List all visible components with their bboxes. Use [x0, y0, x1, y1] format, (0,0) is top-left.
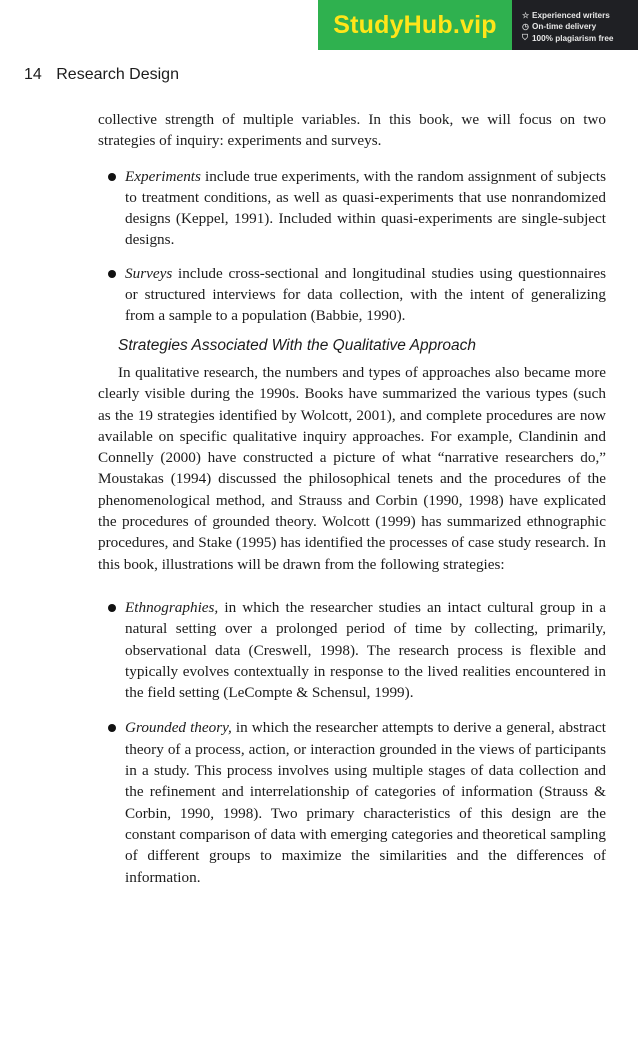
- running-title: Research Design: [56, 66, 179, 83]
- section-heading: Strategies Associated With the Qualitative Approach: [118, 336, 476, 354]
- perk-on-time-delivery: [522, 22, 638, 31]
- perk-label: Experienced writers: [532, 11, 610, 20]
- intro-paragraph: collective strength of multiple variables. In this book, we will focus on two strategies of inquiry: experiments and surveys.: [98, 111, 606, 150]
- studyhub-logo[interactable]: StudyHub.vip: [318, 0, 512, 50]
- bullet-icon: [108, 604, 116, 612]
- item-text: in which the researcher attempts to derive a general, abstract theory of a process, action, or interaction grounded in the views of participants in a study. This process involves using multiple stages of data collection and the refinement and interrelationship of categories of information (Strauss & Corbin, 1990, 1998). Two primary characteristics of this design are the constant comparison of data with emerging categories and theoretical sampling of different groups to maximize the similarities and the differences of information.: [125, 719, 606, 886]
- qualitative-paragraph: In qualitative research, the numbers and types of approaches also became more clearly visible during the 1990s. Books have summarized the various types (such as the 19 strategies identified by Wolcott, 2001), and complete procedures are now available on specific qualitative inquiry approaches. For example, Clandinin and Connelly (2000) have constructed a picture of what “narrative researchers do,” Moustakas (1994) discussed the philosophical tenets and the procedures of the phenomenological method, and Strauss and Corbin (1990, 1998) have explicated the procedures of grounded theory. Wolcott (1999) has summarized ethnographic procedures, and Stake (1995) has identified the processes of case study research. In this book, illustrations will be drawn from the following strategies:: [98, 363, 606, 573]
- running-head: [24, 66, 179, 84]
- item-term: Experiments: [125, 167, 201, 185]
- perk-plagiarism-free: [522, 33, 638, 43]
- item-text: in which the researcher studies an intact cultural group in a natural setting over a prolonged period of time by collecting, primarily, observational data (Creswell, 1998). The research process is flexible and typically evolves contextually in response to the lived realities encountered in the field setting (LeCompte & Schensul, 1999).: [125, 598, 606, 702]
- bullet-icon: [108, 724, 116, 732]
- list-item: [98, 597, 606, 703]
- item-term: Surveys: [125, 264, 173, 282]
- item-term: Ethnographies,: [125, 598, 219, 616]
- shield-icon: ⛉: [522, 33, 528, 42]
- studyhub-banner[interactable]: [318, 0, 638, 50]
- item-text: include cross-sectional and longitudinal studies using questionnaires or structured interviews for data collection, with the intent of generalizing from a sample to a population (Babbie, 1990).: [125, 264, 606, 325]
- bullet-icon: [108, 173, 116, 181]
- star-icon: ☆: [522, 11, 530, 20]
- bullet-icon: [108, 270, 116, 278]
- page-number: 14: [24, 66, 42, 83]
- item-text: include true experiments, with the random assignment of subjects to treatment conditions, as well as quasi-experiments that use nonrandomized designs (Keppel, 1991). Included within quasi-experiments are single-subject designs.: [125, 167, 606, 249]
- list-item: [98, 717, 606, 887]
- perk-label: 100% plagiarism free: [532, 33, 614, 43]
- quantitative-strategies-list: [98, 166, 606, 327]
- item-term: Grounded theory,: [125, 719, 232, 737]
- list-item: [98, 166, 606, 251]
- qualitative-strategies-list: [98, 597, 606, 888]
- page-body: [98, 109, 606, 888]
- perk-label: On-time delivery: [532, 22, 597, 31]
- banner-perks: [512, 0, 638, 50]
- list-item: [98, 263, 606, 327]
- clock-icon: ◷: [522, 22, 529, 31]
- perk-experienced-writers: [522, 11, 638, 20]
